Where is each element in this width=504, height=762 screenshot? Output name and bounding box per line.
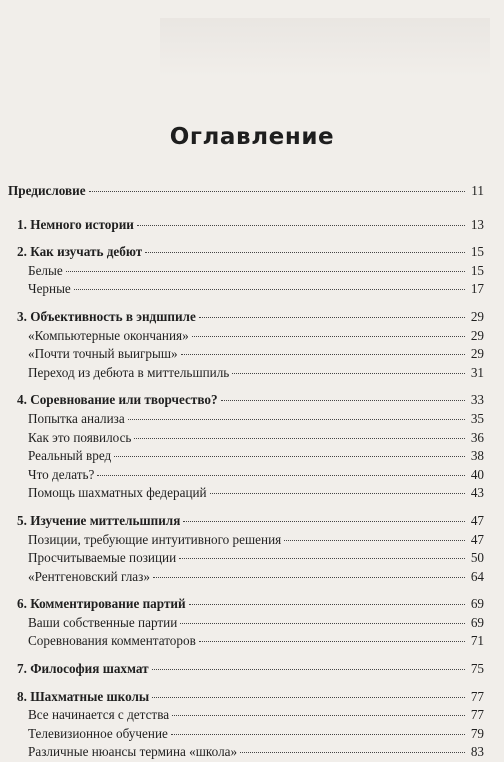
toc-leader-dots (192, 336, 465, 337)
toc-page-number: 15 (470, 244, 484, 260)
toc-page-number: 77 (470, 707, 484, 723)
toc-entry-label: Белые (28, 262, 63, 278)
toc-spacer (8, 382, 484, 391)
toc-chapter-row[interactable] (8, 182, 484, 201)
toc-section-row[interactable] (8, 280, 484, 299)
toc-leader-dots (171, 734, 465, 735)
toc-entry-label: Все начинается с детства (28, 707, 170, 723)
toc-page-number: 50 (470, 550, 484, 566)
toc-leader-dots (74, 289, 465, 290)
toc-page-number: 29 (470, 346, 484, 362)
toc-section-row[interactable] (8, 484, 484, 503)
toc-page-number: 15 (470, 262, 484, 278)
toc-leader-dots (128, 419, 465, 420)
toc-section-row[interactable] (8, 364, 484, 383)
toc-entry-label: 8. Шахматные школы (17, 688, 150, 704)
toc-leader-dots (210, 493, 465, 494)
toc-page-number: 83 (470, 744, 484, 760)
toc-page-number: 77 (470, 688, 484, 704)
toc-section-row[interactable] (8, 410, 484, 429)
toc-leader-dots (179, 558, 465, 559)
toc-entry-label: Соревнования комментаторов (28, 633, 196, 649)
toc-section-row[interactable] (8, 429, 484, 448)
toc-entry-label: Переход из дебюта в миттельшпиль (28, 364, 230, 380)
toc-section-row[interactable] (8, 549, 484, 568)
toc-chapter-row[interactable] (8, 512, 484, 531)
toc-entry-label: Попытка анализа (28, 410, 125, 426)
toc-page-number: 47 (470, 531, 484, 547)
toc-leader-dots (240, 752, 465, 753)
toc-chapter-row[interactable] (8, 660, 484, 679)
toc-entry-label: Предисловие (8, 183, 86, 198)
toc-entry-label: 3. Объективность в эндшпиле (17, 308, 196, 324)
toc-entry-label: Просчитываемые позиции (28, 550, 177, 566)
toc-page-number: 31 (470, 364, 484, 380)
toc-entry-label: 4. Соревнование или творчество? (17, 392, 218, 408)
toc-section-row[interactable] (8, 568, 484, 587)
toc-page-number: 43 (470, 485, 484, 501)
toc-chapter-row[interactable] (8, 391, 484, 410)
toc-entry-label: «Рентгеновский глаз» (28, 568, 150, 584)
toc-leader-dots (180, 623, 465, 624)
toc-leader-dots (221, 400, 465, 401)
toc-section-row[interactable] (8, 725, 484, 744)
table-of-contents (8, 182, 484, 762)
print-bleed-through (160, 18, 490, 78)
toc-section-row[interactable] (8, 531, 484, 550)
toc-section-row[interactable] (8, 614, 484, 633)
toc-spacer (8, 234, 484, 243)
page-title: Оглавление (169, 124, 335, 150)
toc-page-number: 75 (470, 661, 484, 677)
toc-section-row[interactable] (8, 327, 484, 346)
toc-section-row[interactable] (8, 466, 484, 485)
toc-entry-label: 5. Изучение миттельшпиля (17, 512, 181, 528)
toc-page-number: 40 (470, 466, 484, 482)
toc-leader-dots (89, 191, 465, 192)
toc-page-number: 71 (470, 633, 484, 649)
toc-leader-dots (181, 354, 465, 355)
toc-spacer (8, 586, 484, 595)
toc-leader-dots (145, 252, 465, 253)
toc-page-number: 33 (470, 392, 484, 408)
toc-leader-dots (284, 540, 465, 541)
toc-leader-dots (199, 317, 465, 318)
toc-section-row[interactable] (8, 743, 484, 762)
toc-section-row[interactable] (8, 345, 484, 364)
toc-spacer (8, 651, 484, 660)
toc-section-row[interactable] (8, 706, 484, 725)
toc-entry-label: 6. Комментирование партий (17, 596, 186, 612)
toc-chapter-row[interactable] (8, 595, 484, 614)
toc-page-number: 11 (471, 183, 484, 198)
toc-leader-dots (152, 697, 465, 698)
toc-leader-dots (97, 475, 465, 476)
toc-section-row[interactable] (8, 632, 484, 651)
toc-page-number: 29 (470, 327, 484, 343)
toc-leader-dots (153, 577, 465, 578)
toc-chapter-row[interactable] (8, 308, 484, 327)
toc-entry-label: Реальный вред (28, 448, 112, 464)
toc-page-number: 69 (470, 596, 484, 612)
toc-entry-label: Телевизионное обучение (28, 725, 168, 741)
toc-section-row[interactable] (8, 262, 484, 281)
toc-section-row[interactable] (8, 447, 484, 466)
toc-entry-label: «Почти точный выигрыш» (28, 346, 178, 362)
toc-page-number: 17 (470, 281, 484, 297)
toc-chapter-row[interactable] (8, 688, 484, 707)
toc-leader-dots (152, 669, 465, 670)
toc-leader-dots (137, 225, 465, 226)
toc-leader-dots (199, 641, 465, 642)
toc-leader-dots (189, 604, 465, 605)
toc-entry-label: 7. Философия шахмат (17, 661, 149, 677)
toc-page-number: 13 (470, 216, 484, 232)
toc-spacer (8, 299, 484, 308)
toc-page-number: 64 (470, 568, 484, 584)
toc-entry-label: 1. Немного истории (17, 216, 134, 232)
toc-entry-label: Помощь шахматных федераций (28, 485, 207, 501)
toc-chapter-row[interactable] (8, 243, 484, 262)
toc-leader-dots (232, 373, 465, 374)
toc-spacer (8, 201, 484, 216)
toc-leader-dots (66, 271, 465, 272)
toc-leader-dots (183, 521, 465, 522)
toc-entry-label: Позиции, требующие интуитивного решения (28, 531, 282, 547)
toc-entry-label: Что делать? (28, 466, 95, 482)
toc-entry-label: Ваши собственные партии (28, 614, 178, 630)
toc-page-number: 35 (470, 410, 484, 426)
toc-leader-dots (172, 715, 465, 716)
toc-page-number: 79 (470, 725, 484, 741)
toc-spacer (8, 679, 484, 688)
toc-entry-label: Как это появилось (28, 429, 132, 445)
toc-entry-label: 2. Как изучать дебют (17, 244, 143, 260)
toc-chapter-row[interactable] (8, 216, 484, 235)
toc-spacer (8, 503, 484, 512)
toc-page-number: 38 (470, 448, 484, 464)
toc-page-number: 69 (470, 614, 484, 630)
toc-entry-label: Черные (28, 281, 71, 297)
toc-entry-label: «Компьютерные окончания» (28, 327, 189, 343)
toc-page-number: 36 (470, 429, 484, 445)
toc-page-number: 47 (470, 512, 484, 528)
toc-leader-dots (114, 456, 465, 457)
toc-entry-label: Различные нюансы термина «школа» (28, 744, 238, 760)
toc-leader-dots (134, 438, 465, 439)
toc-page-number: 29 (470, 308, 484, 324)
